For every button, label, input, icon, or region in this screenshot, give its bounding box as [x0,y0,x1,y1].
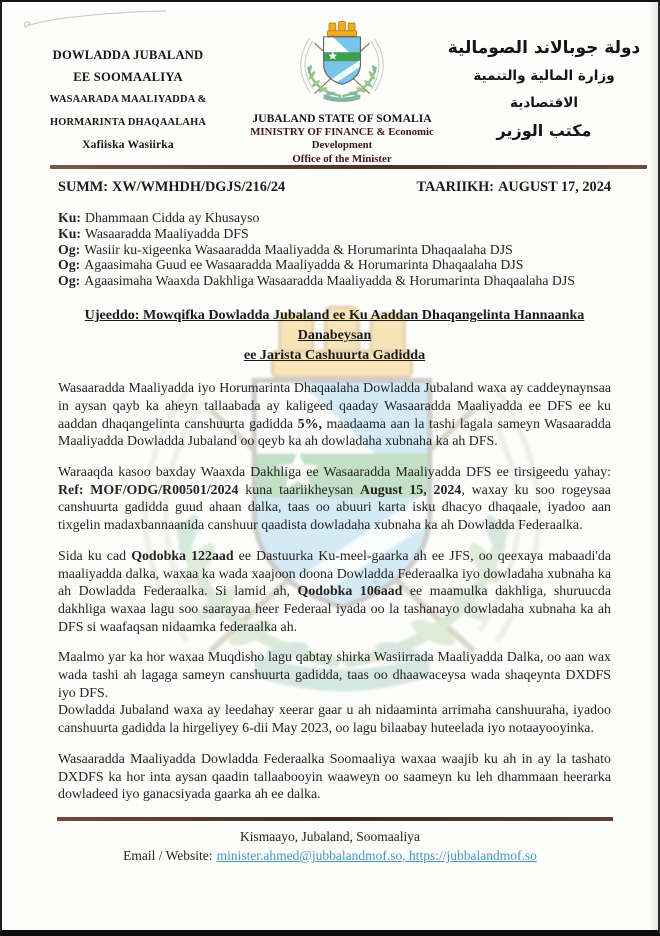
body-paragraph-3: Sida ku cad Qodobka 122aad ee Dastuurka Ku-meel-gaarka ah ee JFS, oo qeexaya mabaadi'da maaliyadda dalka, waxaa ka wada xaajoon doona Dowladda Federaalka iyo dowladaha xubnaha ka ah Dowladda Federaalka. Si lamid ah, Qodobka 106aad ee maamulka dakhliga, shuruucda dakhliga waxaa lagu soo saarayaa heer Federaal iyada oo la tashanayo dowladaha xubnaha ka ah DFS si waafaqsan nidaamka federaalka ah. [58,548,611,635]
recipient-line: Og: Agaasimaha Waaxda Dakhliga Wasaaradda Maaliyadda & Horumarinta Dhaqaalaha DJS [58,273,575,289]
letter-date: TAARIIKH: AUGUST 17, 2024 [416,179,611,195]
letterhead-center-block [244,20,440,166]
subject-text-line1: Ujeeddo: Mowqifka Dowladda Jubaland ee Ku Aaddan Dhaqangelinta Hannaanka Danabeysan [84,307,585,344]
body-paragraph-4: Maalmo yar ka hor waxaa Muqdisho lagu qabtay shirka Wasiirrada Maaliyadda Dalka, oo aan wax wada tashi ah lagaga sameyn canshuurta gadidda, taas oo dhaawaceysa wada shaqeynta DXDFS iyo DFS. [58,650,611,701]
body-paragraph-5: Dowladda Jubaland waxa ay leedahay xeerar gaar u ah nidaaminta arrimaha canshuuraha, iyadoo canshuurta gadidda la hirgeliyey 6-dii May 2023, oo lagu bilaabay huteelada iyo notaayooyinka. [58,703,611,737]
recipient-line: Og: Wasiir ku-xigeenka Wasaaradda Maaliyadda & Horumarinta Dhaqaalaha DJS [58,241,513,257]
recipients-block [58,210,611,290]
org-name-arabic: دولة جوبالاند الصومالية [447,38,641,58]
footer-divider [57,817,613,821]
org-name-english: JUBALAND STATE OF SOMALIA [252,112,432,125]
office-name-arabic: مكتب الوزير [496,121,592,140]
subject-text-line2: ee Jarista Cashuurta Gadidda [243,347,426,364]
body-paragraph-2: Waraaqda kasoo baxday Waaxda Dakhliga ee Wasaaradda Maaliyadda DFS ee tirsigeedu yahay: Ref: MOF/ODG/R00501/2024 kuna taariikheysan August 15, 2024, waxay ku soo rogeysaa canshuurta gadidda guud ahaan dalka, taas oo abuuri karta isku dhacyo dhaqaale, iyadoo aan tixgelin madaxbannaanida canshuur qaadista dowladaha xubnaha ka ah Dowladda Federaalka. [58,465,611,534]
recipient-line: Ku: Wasaaradda Maaliyadda DFS [58,225,249,241]
ministry-name-somali: WASAARADA MAALIYADDA & HORMARINTA DHAQAALAHA [49,94,207,128]
office-name-somali: Xafiiska Wasiirka [82,139,174,151]
footer-contact-line [2,846,658,865]
letter-footer [2,827,658,865]
office-name-english: Office of the Minister [292,152,392,165]
footer-location: Kismaayo, Jubaland, Soomaaliya [240,829,420,844]
ministry-name-english: MINISTRY OF FINANCE & Economic Development [250,125,434,151]
ministry-emblem-icon [244,20,440,112]
header-divider [50,165,647,169]
reference-and-date-row [58,179,611,197]
ministry-name-arabic: وزارة المالية والتنمية الاقتصادية [473,68,615,111]
org-name-somali-line: EE SOOMAALIYA [73,70,183,84]
contact-label: Email / Website: [123,848,213,863]
recipient-line: Og: Agaasimaha Guud ee Wasaaradda Maaliyadda & Horumarinta Dhaqaalaha DJS [58,257,524,273]
pencil-scribble-mark [8,6,178,42]
reference-number: SUMM: XW/WMHDH/DGJS/216/24 [58,179,286,195]
body-paragraph-6: Wasaaradda Maaliyadda Dowladda Federaalka Soomaaliya waxaa waajib ku ah in ay la tashato DXDFS ka hor inta aysan qaadin tallaabooyin waaweyn oo saameyn ku leh dhammaan heerarka dowladeed iyo ganacsiyada gaarka ah ee dalka. [58,751,611,803]
recipient-line: Ku: Dhammaan Cidda ay Khusayso [58,209,260,225]
org-name-somali-line: DOWLADDA JUBALAND [52,48,204,62]
letter-body [58,179,611,804]
subject-line [58,305,611,365]
body-paragraph-1: Wasaaradda Maaliyadda iyo Horumarinta Dhaqaalaha Dowladda Jubaland waxa ay caddeynaynsaa in aysan qayb ka aheyn tallaabada ay kaligeed qaaday Wasaaradda Maaliyadda ee DFS ee ku aaddan dhaqangelinta canshuurta gadidda 5%, maadaama aan la tashi lagala sameyn Wasaaradda Maaliyadda Dowladda Jubaland oo qeyb ka ah dowladaha xubnaha ka ah DFS. [58,381,611,450]
letterhead-arabic-block [440,20,648,166]
email-website-link[interactable]: minister.ahmed@jubbalandmof.so, https://jubbalandmof.so [216,848,537,863]
